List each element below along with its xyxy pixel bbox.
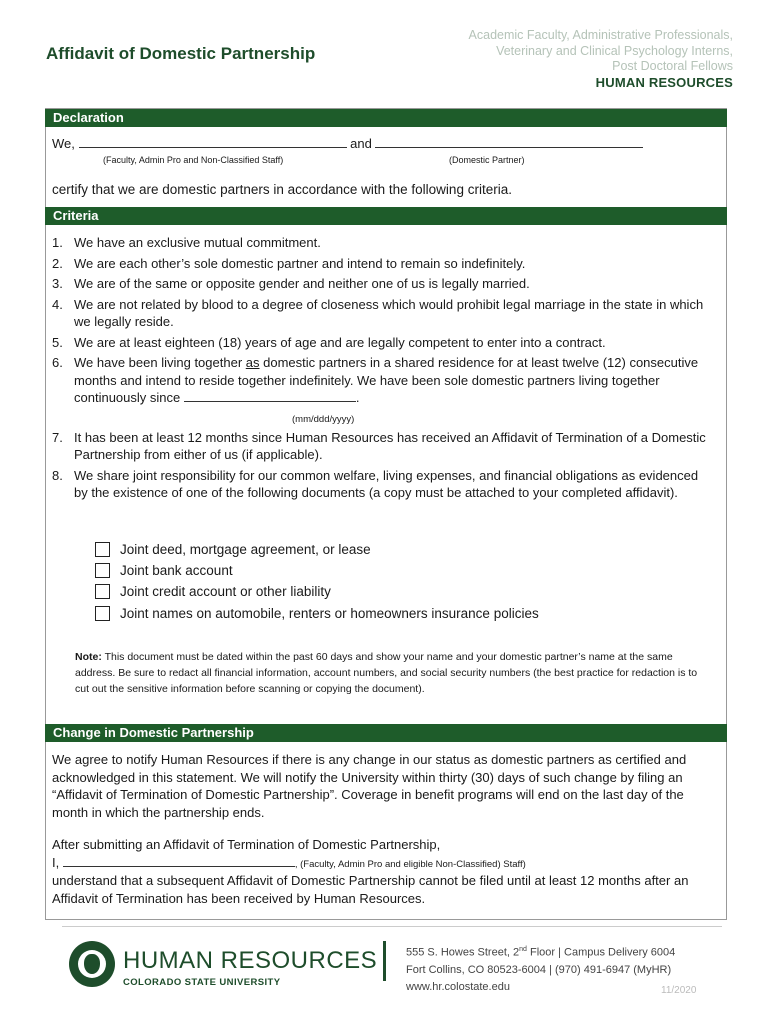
dept-line: Academic Faculty, Administrative Professionals, xyxy=(468,28,733,42)
declaration-heading: Declaration xyxy=(45,109,727,127)
dept-line: Veterinary and Clinical Psychology Interns, xyxy=(496,43,733,58)
footer-separator xyxy=(383,941,386,981)
revision-date: 11/2020 xyxy=(661,985,697,996)
faculty-name-field[interactable] xyxy=(79,136,347,148)
footer-university: COLORADO STATE UNIVERSITY xyxy=(123,977,281,988)
note-text: Note: This document must be dated within the past 60 days and show your name and your domestic partner’s name at the same address. Be sure to redact all financial information, account numbers, and social security numbers (the best practice for redaction is to cut out the sensitive information before scanning or copying the document). xyxy=(75,651,698,695)
document-option: Joint credit account or other liability xyxy=(95,584,331,599)
list-item: 2. We are each other’s sole domestic partner and intend to remain so indefinitely. xyxy=(52,255,526,271)
document-option: Joint names on automobile, renters or homeowners insurance policies xyxy=(95,606,539,621)
list-item: 6. We have been living together as domestic partners in a shared residence for at least twelve (12) consecutive months and intend to reside together indefinitely. We have been sole domestic partners living together continuously since . (mm/ddd/yyyy) xyxy=(52,354,714,407)
list-item: 5. We are at least eighteen (18) years of age and are legally competent to enter into a contract. xyxy=(52,334,606,350)
department-block xyxy=(469,28,733,90)
list-item: 3. We are of the same or opposite gender and neither one of us is legally married. xyxy=(52,276,530,291)
certify-text: certify that we are domestic partners in accordance with the following criteria. xyxy=(52,182,512,197)
footer-brand: HUMAN RESOURCES xyxy=(123,947,378,974)
document-option: Joint deed, mortgage agreement, or lease xyxy=(95,542,371,557)
dept-name: HUMAN RESOURCES xyxy=(595,74,733,90)
csu-ram-logo xyxy=(69,941,115,987)
declaration-line xyxy=(52,135,643,153)
change-paragraph: We agree to notify Human Resources if there is any change in our status as domestic partners as certified and acknowledged in this statement. We will notify the University within thirty (30) days of such change by filing an “Affidavit of Termination of Domestic Partnership”. Coverage in benefit programs will end on the last day of the month in which the partnership ends. xyxy=(52,752,687,820)
list-item: 1. We have an exclusive mutual commitment. xyxy=(52,235,321,250)
partner-label: (Domestic Partner) xyxy=(449,155,525,165)
checkbox[interactable] xyxy=(95,542,110,557)
employee-name-field[interactable] xyxy=(63,855,295,867)
change-heading: Change in Domestic Partnership xyxy=(45,724,727,742)
page-title: Affidavit of Domestic Partnership xyxy=(46,44,316,63)
date-format-hint: (mm/ddd/yyyy) xyxy=(292,414,355,425)
we-label: We, xyxy=(52,136,75,151)
checkbox[interactable] xyxy=(95,584,110,599)
criteria-list xyxy=(52,234,714,505)
list-item: 8. We share joint responsibility for our common welfare, living expenses, and financial obligations as evidenced by the existence of one of the following documents (a copy must be attached to your completed affidavit). xyxy=(52,467,699,500)
i-line: I, , (Faculty, Admin Pro and eligible Non-Classified) Staff) xyxy=(52,855,526,870)
footer-website[interactable]: www.hr.colostate.edu xyxy=(406,980,510,993)
list-item: 4. We are not related by blood to a degree of closeness which would prohibit legal marriage in the state in which we legally reside. xyxy=(52,296,704,329)
footer-divider xyxy=(62,926,722,927)
document-option: Joint bank account xyxy=(95,563,233,578)
after-text: After submitting an Affidavit of Termination of Domestic Partnership, xyxy=(52,837,441,852)
list-item: 7. It has been at least 12 months since Human Resources has received an Affidavit of Termination of a Domestic Partnership from either of us (if applicable). xyxy=(52,429,706,462)
partner-name-field[interactable] xyxy=(375,136,643,148)
checkbox[interactable] xyxy=(95,563,110,578)
and-label: and xyxy=(350,136,372,151)
criteria-heading: Criteria xyxy=(45,207,727,225)
dept-line: Post Doctoral Fellows xyxy=(612,59,733,73)
since-date-field[interactable] xyxy=(184,390,356,402)
understand-text: understand that a subsequent Affidavit of Domestic Partnership cannot be filed until at least 12 months after an Affidavit of Termination has been received by Human Resources. xyxy=(52,873,689,906)
footer-address: 555 S. Howes Street, 2nd Floor | Campus Delivery 6004 Fort Collins, CO 80523-6004 | (970) 491-6947 (MyHR) www.hr.colostate.edu xyxy=(406,941,675,996)
faculty-label: (Faculty, Admin Pro and Non-Classified Staff) xyxy=(103,155,284,165)
checkbox[interactable] xyxy=(95,606,110,621)
